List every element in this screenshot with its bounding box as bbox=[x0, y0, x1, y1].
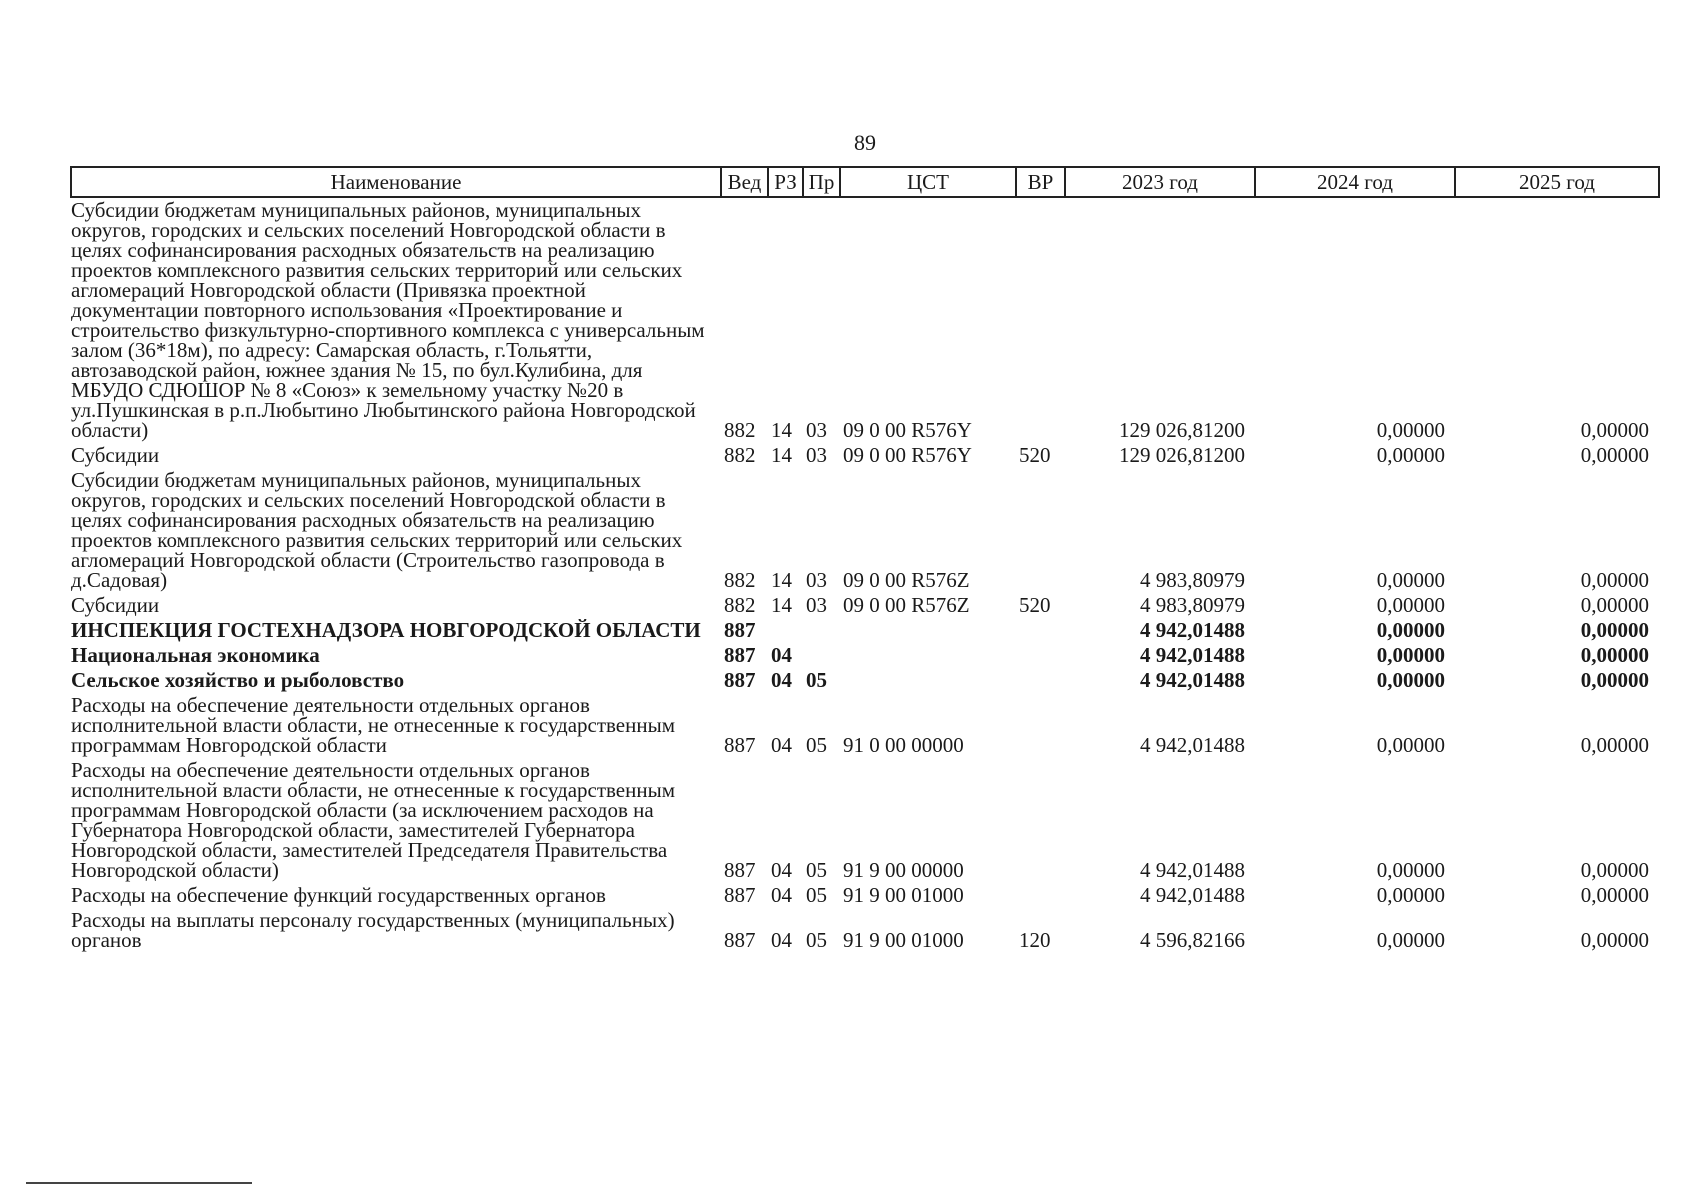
cell-pr: 05 bbox=[806, 733, 827, 757]
cell-2024: 0,00000 bbox=[1376, 643, 1445, 667]
cell-cst: 09 0 00 R576Z bbox=[843, 593, 970, 617]
table-row bbox=[71, 668, 1659, 693]
cell-cst bbox=[840, 643, 1016, 668]
cell-ved: 887 bbox=[724, 858, 756, 882]
footnote-divider bbox=[26, 1182, 252, 1184]
cell-name: ИНСПЕКЦИЯ ГОСТЕХНАДЗОРА НОВГОРОДСКОЙ ОБЛАСТИ bbox=[71, 618, 701, 642]
cell-ved: 887 bbox=[724, 928, 756, 952]
cell-rz: 04 bbox=[771, 668, 792, 692]
cell-rz: 14 bbox=[771, 593, 792, 617]
cell-rz: 14 bbox=[771, 418, 792, 442]
page-number: 89 bbox=[854, 130, 876, 155]
cell-rz: 04 bbox=[771, 928, 792, 952]
cell-cst bbox=[840, 618, 1016, 643]
cell-vr bbox=[1016, 668, 1065, 693]
cell-ved: 882 bbox=[724, 443, 756, 467]
cell-2024: 0,00000 bbox=[1376, 928, 1445, 952]
cell-2023: 4 596,82166 bbox=[1140, 928, 1245, 952]
table-row bbox=[71, 468, 1659, 593]
header-2024: 2024 год bbox=[1255, 167, 1455, 197]
cell-name: Сельское хозяйство и рыболовство bbox=[71, 668, 405, 692]
cell-2025: 0,00000 bbox=[1580, 618, 1649, 642]
cell-vr bbox=[1016, 468, 1065, 593]
table-body bbox=[71, 197, 1659, 953]
header-ved: Вед bbox=[721, 167, 768, 197]
cell-rz: 14 bbox=[771, 443, 792, 467]
cell-name: Расходы на выплаты персоналу государственных (муниципальных) органов bbox=[71, 908, 675, 952]
cell-vr: 120 bbox=[1019, 928, 1051, 952]
table-header bbox=[71, 167, 1659, 197]
cell-2025: 0,00000 bbox=[1580, 593, 1649, 617]
cell-vr bbox=[1016, 758, 1065, 883]
cell-name: Расходы на обеспечение деятельности отдельных органов исполнительной власти области, не отнесенные к государственным программам Новгородской области bbox=[71, 693, 676, 757]
table-row bbox=[71, 908, 1659, 953]
cell-name: Расходы на обеспечение функций государственных органов bbox=[71, 883, 606, 907]
cell-rz: 04 bbox=[771, 883, 792, 907]
cell-vr bbox=[1016, 883, 1065, 908]
cell-pr bbox=[803, 618, 840, 643]
cell-pr: 05 bbox=[806, 928, 827, 952]
cell-cst bbox=[840, 668, 1016, 693]
cell-2024: 0,00000 bbox=[1376, 733, 1445, 757]
cell-pr: 03 bbox=[806, 418, 827, 442]
cell-2025: 0,00000 bbox=[1580, 443, 1649, 467]
cell-2024: 0,00000 bbox=[1376, 568, 1445, 592]
cell-ved: 882 bbox=[724, 593, 756, 617]
cell-2023: 4 983,80979 bbox=[1140, 568, 1245, 592]
cell-cst: 09 0 00 R576Y bbox=[843, 443, 972, 467]
cell-pr bbox=[803, 643, 840, 668]
cell-2025: 0,00000 bbox=[1580, 668, 1649, 692]
cell-pr: 03 bbox=[806, 443, 827, 467]
cell-2024: 0,00000 bbox=[1376, 418, 1445, 442]
table-row bbox=[71, 593, 1659, 618]
cell-rz: 04 bbox=[771, 733, 792, 757]
header-pr: Пр bbox=[803, 167, 840, 197]
cell-2024: 0,00000 bbox=[1376, 858, 1445, 882]
cell-2023: 4 942,01488 bbox=[1140, 643, 1245, 667]
table-row bbox=[71, 883, 1659, 908]
cell-rz: 04 bbox=[771, 858, 792, 882]
cell-2024: 0,00000 bbox=[1376, 618, 1445, 642]
header-2025: 2025 год bbox=[1455, 167, 1659, 197]
cell-pr: 03 bbox=[806, 568, 827, 592]
cell-2025: 0,00000 bbox=[1580, 568, 1649, 592]
cell-pr: 05 bbox=[806, 668, 827, 692]
cell-2024: 0,00000 bbox=[1376, 443, 1445, 467]
header-vr: ВР bbox=[1016, 167, 1065, 197]
cell-2023: 4 942,01488 bbox=[1140, 618, 1245, 642]
cell-cst: 91 0 00 00000 bbox=[843, 733, 964, 757]
cell-2025: 0,00000 bbox=[1580, 883, 1649, 907]
cell-2025: 0,00000 bbox=[1580, 928, 1649, 952]
cell-name: Субсидии бюджетам муниципальных районов, муниципальных округов, городских и сельских поселений Новгородской области в целях софинансирования расходных обязательств на реализацию проектов комплексного развития сельских территорий или сельских агломераций Новгородской области (Привязка проектной документации повторного использования «Проектирование и строительство физкультурно-спортивного комплекса с универсальным залом (36*18м), по адресу: Самарская область, г.Тольятти, автозаводской район, южнее здания № 15, по бул.Кулибина, для МБУДО СДЮШОР № 8 «Союз» к земельному участку №20 в ул.Пушкинская в р.п.Любытино Любытинского района Новгородской области) bbox=[71, 198, 705, 442]
cell-ved: 887 bbox=[724, 668, 756, 692]
cell-vr bbox=[1016, 197, 1065, 443]
cell-ved: 887 bbox=[724, 618, 756, 642]
cell-2023: 4 942,01488 bbox=[1140, 883, 1245, 907]
cell-name: Субсидии bbox=[71, 593, 160, 617]
cell-2023: 129 026,81200 bbox=[1119, 418, 1245, 442]
cell-name: Субсидии bbox=[71, 443, 160, 467]
table-row bbox=[71, 618, 1659, 643]
cell-rz bbox=[768, 618, 803, 643]
cell-pr: 03 bbox=[806, 593, 827, 617]
cell-2023: 4 983,80979 bbox=[1140, 593, 1245, 617]
header-2023: 2023 год bbox=[1065, 167, 1255, 197]
cell-cst: 09 0 00 R576Y bbox=[843, 418, 972, 442]
header-name: Наименование bbox=[71, 167, 721, 197]
cell-vr bbox=[1016, 643, 1065, 668]
cell-2024: 0,00000 bbox=[1376, 593, 1445, 617]
cell-name: Национальная экономика bbox=[71, 643, 320, 667]
cell-ved: 887 bbox=[724, 643, 756, 667]
cell-2023: 4 942,01488 bbox=[1140, 733, 1245, 757]
cell-2025: 0,00000 bbox=[1580, 643, 1649, 667]
header-row bbox=[71, 167, 1659, 197]
cell-cst: 09 0 00 R576Z bbox=[843, 568, 970, 592]
table-row bbox=[71, 443, 1659, 468]
cell-2025: 0,00000 bbox=[1580, 418, 1649, 442]
cell-name: Субсидии бюджетам муниципальных районов, муниципальных округов, городских и сельских поселений Новгородской области в целях софинансирования расходных обязательств на реализацию проектов комплексного развития сельских территорий или сельских агломераций Новгородской области (Строительство газопровода в д.Садовая) bbox=[71, 468, 683, 592]
cell-ved: 882 bbox=[724, 418, 756, 442]
header-cst: ЦСТ bbox=[840, 167, 1016, 197]
cell-2023: 4 942,01488 bbox=[1140, 858, 1245, 882]
cell-2024: 0,00000 bbox=[1376, 668, 1445, 692]
cell-2025: 0,00000 bbox=[1580, 858, 1649, 882]
cell-ved: 887 bbox=[724, 883, 756, 907]
table-row bbox=[71, 643, 1659, 668]
cell-pr: 05 bbox=[806, 858, 827, 882]
cell-name: Расходы на обеспечение деятельности отдельных органов исполнительной власти области, не отнесенные к государственным программам Новгородской области (за исключением расходов на Губернатора Новгородской области, заместителей Губернатора Новгородской области, заместителей Председателя Правительства Новгородской области) bbox=[71, 758, 676, 882]
cell-2023: 129 026,81200 bbox=[1119, 443, 1245, 467]
cell-rz: 04 bbox=[771, 643, 792, 667]
table-row bbox=[71, 758, 1659, 883]
cell-cst: 91 9 00 01000 bbox=[843, 928, 964, 952]
cell-pr: 05 bbox=[806, 883, 827, 907]
cell-vr: 520 bbox=[1019, 593, 1051, 617]
cell-vr: 520 bbox=[1019, 443, 1051, 467]
cell-2024: 0,00000 bbox=[1376, 883, 1445, 907]
cell-cst: 91 9 00 01000 bbox=[843, 883, 964, 907]
table-row bbox=[71, 693, 1659, 758]
cell-cst: 91 9 00 00000 bbox=[843, 858, 964, 882]
budget-table bbox=[70, 166, 1660, 953]
header-rz: РЗ bbox=[768, 167, 803, 197]
table-row bbox=[71, 197, 1659, 443]
cell-2023: 4 942,01488 bbox=[1140, 668, 1245, 692]
cell-rz: 14 bbox=[771, 568, 792, 592]
cell-ved: 882 bbox=[724, 568, 756, 592]
cell-2025: 0,00000 bbox=[1580, 733, 1649, 757]
cell-vr bbox=[1016, 693, 1065, 758]
cell-vr bbox=[1016, 618, 1065, 643]
cell-ved: 887 bbox=[724, 733, 756, 757]
